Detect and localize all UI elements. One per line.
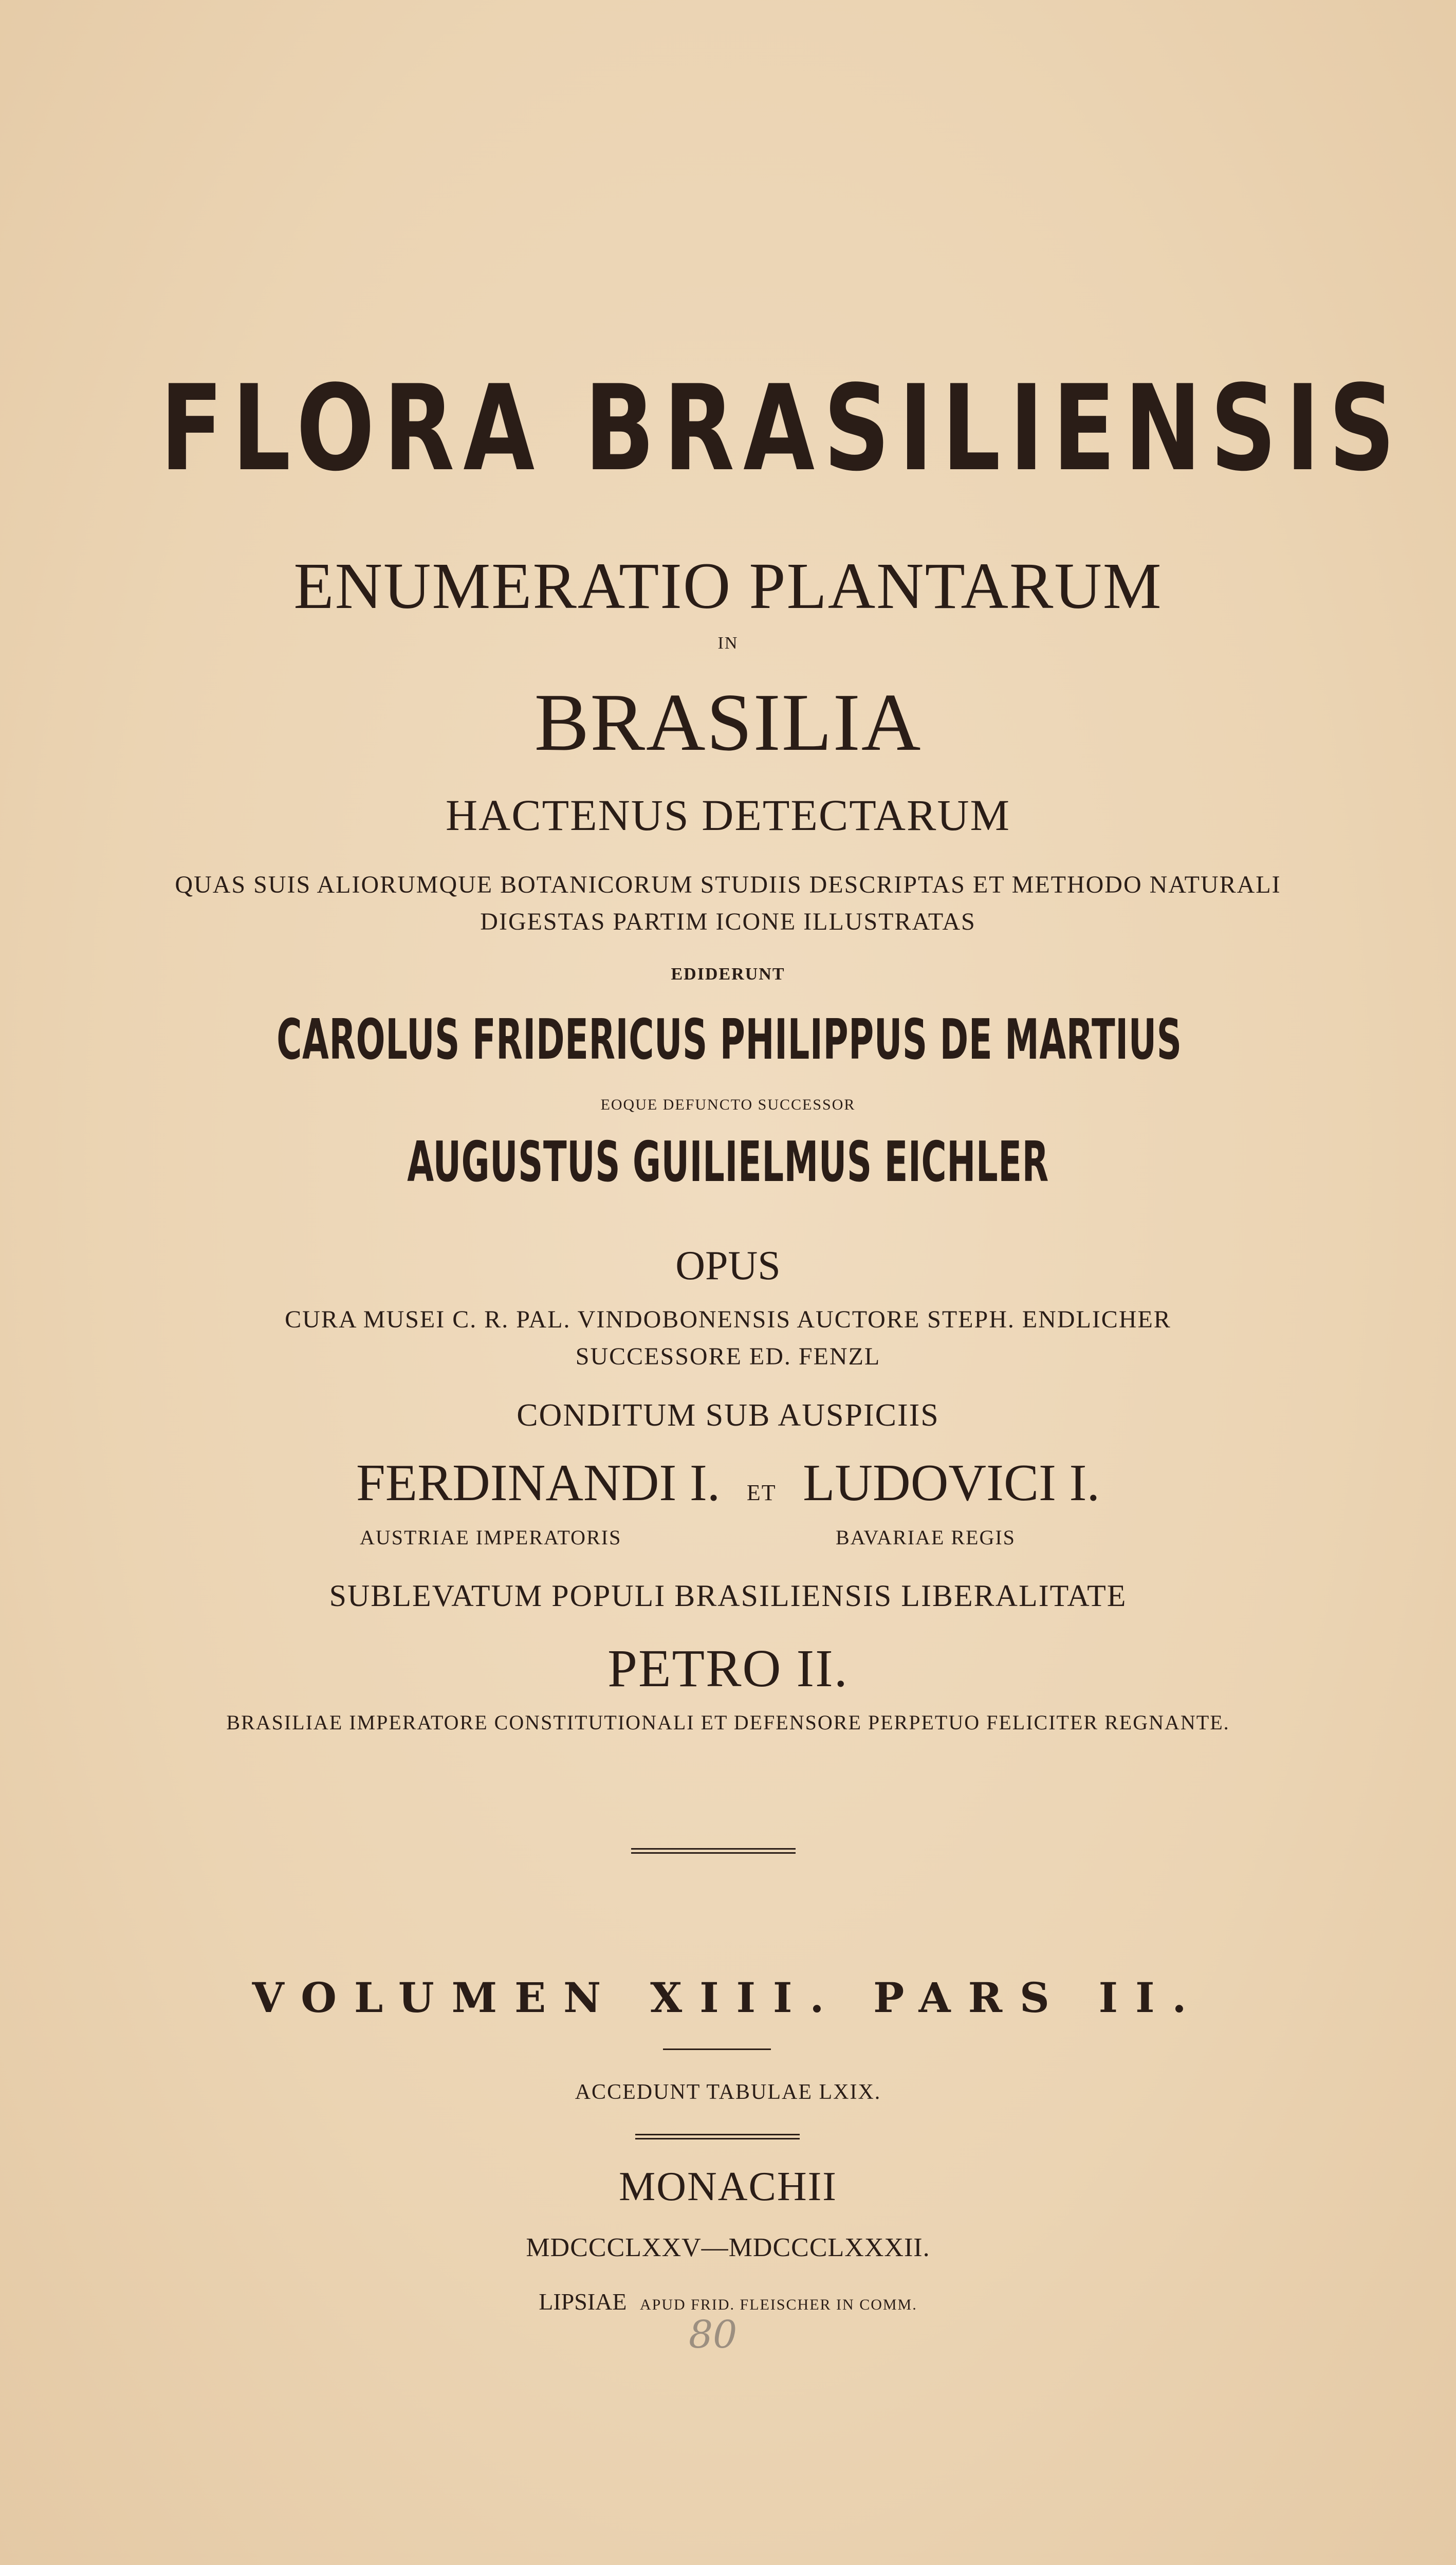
ediderunt-label: EDIDERUNT bbox=[671, 965, 785, 984]
divider-rule-bottom bbox=[631, 1852, 796, 1854]
editor-eichler: AUGUSTUS GUILIELMUS EICHLER bbox=[407, 1130, 1049, 1194]
volume-heading: VOLUMEN XIII. PARS II. bbox=[252, 1973, 1204, 2022]
description-line-2: DIGESTAS PARTIM ICONE ILLUSTRATAS bbox=[480, 908, 976, 935]
volume-underline bbox=[663, 2049, 771, 2050]
handwritten-number: 80 bbox=[689, 2313, 738, 2357]
subtitle-brasilia: BRASILIA bbox=[534, 676, 922, 768]
subtitle-hactenus: HACTENUS DETECTARUM bbox=[446, 790, 1010, 840]
conditum-line: CONDITUM SUB AUSPICIIS bbox=[517, 1398, 939, 1433]
petro-heading: PETRO II. bbox=[607, 1639, 849, 1698]
subtitle-enumeratio: ENUMERATIO PLANTARUM bbox=[293, 549, 1163, 622]
editor-martius: CAROLUS FRIDERICUS PHILIPPUS DE MARTIUS bbox=[277, 1008, 1182, 1072]
divider-rule-top bbox=[631, 1848, 796, 1850]
cura-line-2: SUCCESSORE ED. FENZL bbox=[575, 1343, 881, 1370]
cura-line-1: CURA MUSEI C. R. PAL. VINDOBONENSIS AUCTORE STEPH. ENDLICHER bbox=[285, 1306, 1171, 1333]
main-title: FLORA BRASILIENSIS bbox=[160, 360, 1404, 497]
subtitle-in: IN bbox=[717, 634, 739, 653]
patrons-line bbox=[0, 1454, 1456, 1522]
patron-et: ET bbox=[746, 1480, 777, 1505]
description-line-1: QUAS SUIS ALIORUMQUE BOTANICORUM STUDIIS DESCRIPTAS ET METHODO NATURALI bbox=[175, 871, 1281, 898]
petro-description: BRASILIAE IMPERATORE CONSTITUTIONALI ET DEFENSORE PERPETUO FELICITER REGNANTE. bbox=[226, 1711, 1230, 1734]
sublevatum-line: SUBLEVATUM POPULI BRASILIENSIS LIBERALITATE bbox=[329, 1579, 1127, 1613]
publication-years: MDCCCLXXV—MDCCCLXXXII. bbox=[526, 2233, 930, 2262]
opus-heading: OPUS bbox=[675, 1243, 781, 1288]
successor-label: EOQUE DEFUNCTO SUCCESSOR bbox=[600, 1096, 856, 1113]
patron-ferdinandi: FERDINANDI I. bbox=[356, 1454, 721, 1512]
publisher-city: LIPSIAE bbox=[539, 2289, 627, 2315]
divider-rule-2-bottom bbox=[635, 2138, 800, 2139]
divider-rule-2-top bbox=[635, 2134, 800, 2135]
publisher-name: APUD FRID. FLEISCHER IN COMM. bbox=[640, 2296, 917, 2313]
patron-title-austriae: AUSTRIAE IMPERATORIS bbox=[360, 1526, 622, 1549]
accedunt-line: ACCEDUNT TABULAE LXIX. bbox=[575, 2080, 881, 2104]
place-monachii: MONACHII bbox=[619, 2164, 837, 2209]
patron-title-bavariae: BAVARIAE REGIS bbox=[836, 1526, 1016, 1549]
patron-ludovici: LUDOVICI I. bbox=[803, 1454, 1100, 1512]
